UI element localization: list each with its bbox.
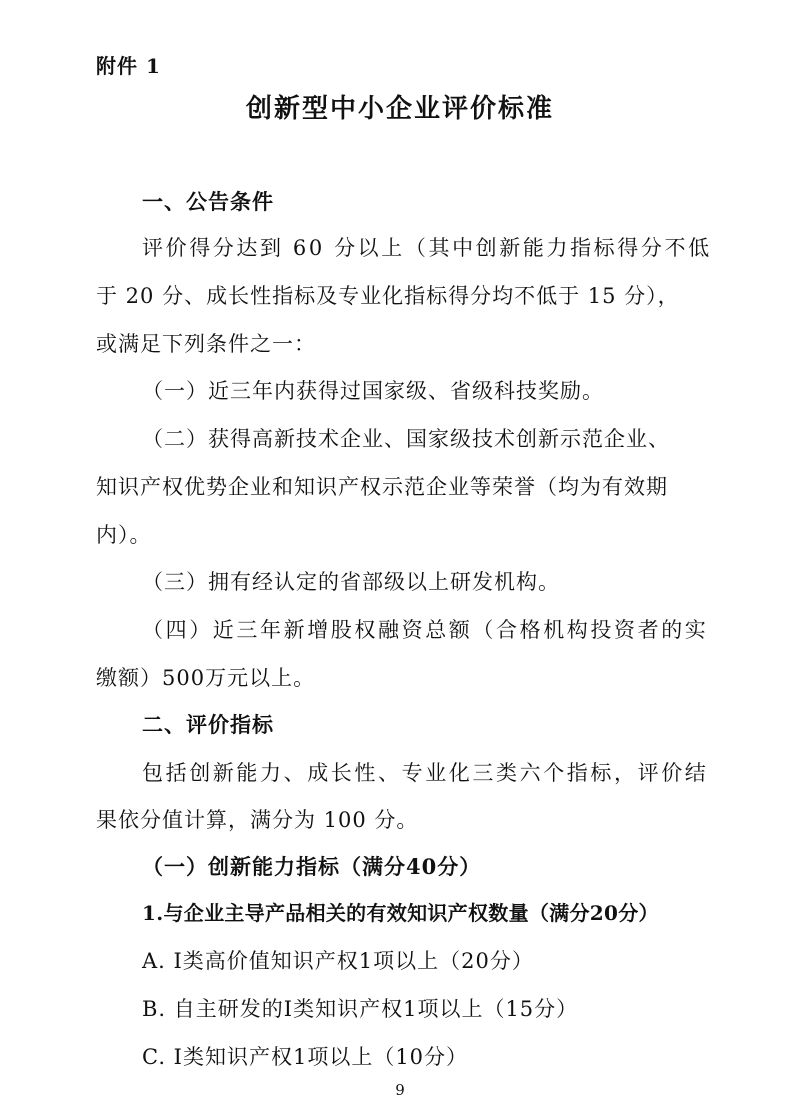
page-title: 创新型中小企业评价标准	[245, 94, 554, 124]
condition-item-4-line-2: 缴额）500万元以上。	[96, 666, 316, 690]
condition-item-2-line-2: 知识产权优势企业和知识产权示范企业等荣誉（均为有效期	[96, 475, 668, 499]
page-number: 9	[395, 1081, 405, 1099]
section1-intro-line-1: 评价得分达到 60 分以上（其中创新能力指标得分不低	[142, 236, 712, 260]
section1-intro-line-2: 于 20 分、成长性指标及专业化指标得分均不低于 15 分），	[96, 284, 680, 308]
subsection-1-heading: （一）创新能力指标（满分40分）	[142, 854, 482, 879]
section2-intro-line-2: 果依分值计算，满分为 100 分。	[96, 808, 419, 832]
condition-item-1: （一）近三年内获得过国家级、省级科技奖励。	[142, 379, 604, 403]
section2-intro-line-1: 包括创新能力、成长性、专业化三类六个指标，评价结	[142, 761, 709, 785]
condition-item-3: （三）拥有经认定的省部级以上研发机构。	[142, 570, 560, 594]
indicator-1-heading: 1.与企业主导产品相关的有效知识产权数量（满分20分）	[142, 901, 659, 925]
section2-heading: 二、评价指标	[142, 713, 274, 737]
option-a: A. Ⅰ类高价值知识产权1项以上（20分）	[142, 949, 534, 973]
attachment-label: 附件 1	[96, 54, 161, 78]
section1-intro-line-3: 或满足下列条件之一：	[96, 332, 316, 356]
option-c: C. Ⅰ类知识产权1项以上（10分）	[142, 1045, 469, 1069]
section1-heading: 一、公告条件	[142, 190, 274, 214]
condition-item-4-line-1: （四）近三年新增股权融资总额（合格机构投资者的实	[142, 618, 709, 642]
condition-item-2-line-1: （二）获得高新技术企业、国家级技术创新示范企业、	[142, 427, 670, 451]
condition-item-2-line-3: 内）。	[96, 523, 152, 547]
option-b: B. 自主研发的Ⅰ类知识产权1项以上（15分）	[142, 997, 579, 1021]
